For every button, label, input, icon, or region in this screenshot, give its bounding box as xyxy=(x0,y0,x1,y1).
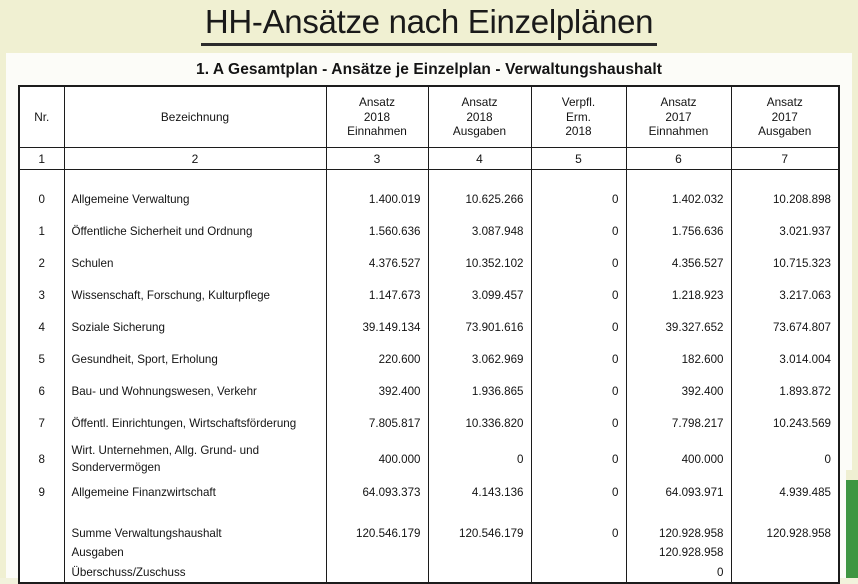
table-row[interactable] xyxy=(19,311,839,343)
cell-verpfl-erm-2018: 0 xyxy=(531,311,626,343)
cell-ansatz-2017-einnahmen: 392.400 xyxy=(626,375,731,407)
cell-verpfl-erm-2018: 0 xyxy=(531,279,626,311)
summary-blank xyxy=(731,543,839,562)
summary-ansatz-2018-ausgaben: 120.546.179 xyxy=(428,523,531,543)
summary-blank xyxy=(428,562,531,583)
cell-ansatz-2018-ausgaben: 73.901.616 xyxy=(428,311,531,343)
cell-nr: 2 xyxy=(19,247,64,279)
cell-ansatz-2018-einnahmen: 400.000 xyxy=(326,439,428,479)
summary-nr xyxy=(19,523,64,543)
cell-bezeichnung: Schulen xyxy=(64,247,326,279)
cell-ansatz-2018-einnahmen: 64.093.373 xyxy=(326,479,428,505)
table-row[interactable] xyxy=(19,343,839,375)
summary-label: Summe Verwaltungshaushalt xyxy=(64,523,326,543)
cell-ansatz-2017-einnahmen: 1.402.032 xyxy=(626,183,731,215)
cell-nr: 5 xyxy=(19,343,64,375)
spacer-cell xyxy=(19,170,64,184)
cell-verpfl-erm-2018: 0 xyxy=(531,479,626,505)
column-header-ansatz-2018-einnahmen xyxy=(326,86,428,148)
column-header-nr xyxy=(19,86,64,148)
cell-ansatz-2018-ausgaben: 4.143.136 xyxy=(428,479,531,505)
accent-bar-spacer xyxy=(846,470,858,480)
cell-ansatz-2018-einnahmen: 39.149.134 xyxy=(326,311,428,343)
cell-ansatz-2018-einnahmen: 1.560.636 xyxy=(326,215,428,247)
cell-ansatz-2018-einnahmen: 220.600 xyxy=(326,343,428,375)
cell-ansatz-2017-ausgaben: 10.243.569 xyxy=(731,407,839,439)
column-number: 7 xyxy=(731,148,839,170)
summary-label: Überschuss/Zuschuss xyxy=(64,562,326,583)
summary-ansatz-2018-einnahmen: 120.546.179 xyxy=(326,523,428,543)
cell-bezeichnung: Wirt. Unternehmen, Allg. Grund- und Sondervermögen xyxy=(64,439,326,479)
spacer-cell xyxy=(626,170,731,184)
table-head xyxy=(19,86,839,170)
spacer-cell xyxy=(326,170,428,184)
cell-nr: 9 xyxy=(19,479,64,505)
header-line: Ausgaben xyxy=(452,124,507,139)
spacer-cell xyxy=(64,170,326,184)
gap-cell xyxy=(64,505,326,523)
summary-verpfl-erm-2018: 0 xyxy=(531,523,626,543)
cell-bezeichnung: Öffentl. Einrichtungen, Wirtschaftsförderung xyxy=(64,407,326,439)
gap-cell xyxy=(428,505,531,523)
cell-ansatz-2017-einnahmen: 7.798.217 xyxy=(626,407,731,439)
gap-cell xyxy=(731,505,839,523)
table-subtitle: 1. A Gesamtplan - Ansätze je Einzelplan - Verwaltungshaushalt xyxy=(195,61,663,78)
cell-ansatz-2017-einnahmen: 1.218.923 xyxy=(626,279,731,311)
summary-ansatz-2017-einnahmen: 120.928.958 xyxy=(626,523,731,543)
summary-blank xyxy=(326,562,428,583)
summary-nr xyxy=(19,562,64,583)
summary-ansatz-2017-einnahmen: 0 xyxy=(626,562,731,583)
cell-nr: 8 xyxy=(19,439,64,479)
spacer-cell xyxy=(731,170,839,184)
table-row[interactable] xyxy=(19,439,839,479)
cell-nr: 1 xyxy=(19,215,64,247)
column-header-verpfl-erm-2018 xyxy=(531,86,626,148)
header-line: Ansatz xyxy=(660,95,697,110)
spacer-row xyxy=(19,170,839,184)
cell-verpfl-erm-2018: 0 xyxy=(531,247,626,279)
summary-blank xyxy=(731,562,839,583)
cell-ansatz-2017-ausgaben: 0 xyxy=(731,439,839,479)
header-line: Verpfl. xyxy=(561,95,596,110)
cell-ansatz-2017-ausgaben: 3.217.063 xyxy=(731,279,839,311)
table-row[interactable] xyxy=(19,407,839,439)
header-line: Ansatz xyxy=(358,95,396,110)
gap-cell xyxy=(531,505,626,523)
table-row[interactable] xyxy=(19,183,839,215)
cell-bezeichnung: Öffentliche Sicherheit und Ordnung xyxy=(64,215,326,247)
summary-ansatz-2017-ausgaben: 120.928.958 xyxy=(731,523,839,543)
table-row[interactable] xyxy=(19,479,839,505)
header-line: 2017 xyxy=(771,109,798,124)
header-line: Ansatz xyxy=(766,95,803,110)
cell-ansatz-2017-einnahmen: 4.356.527 xyxy=(626,247,731,279)
spacer-cell xyxy=(428,170,531,184)
cell-ansatz-2018-einnahmen: 1.147.673 xyxy=(326,279,428,311)
header-line: Einnahmen xyxy=(347,124,407,139)
cell-ansatz-2018-einnahmen: 1.400.019 xyxy=(326,183,428,215)
column-number-row xyxy=(19,148,839,170)
cell-ansatz-2017-einnahmen: 39.327.652 xyxy=(626,311,731,343)
gap-cell xyxy=(326,505,428,523)
header-line: 2018 xyxy=(363,109,391,124)
summary-blank xyxy=(428,543,531,562)
column-number: 5 xyxy=(531,148,626,170)
summary-blank xyxy=(531,543,626,562)
cell-ansatz-2017-ausgaben: 1.893.872 xyxy=(731,375,839,407)
content-card xyxy=(6,53,852,578)
gap-row xyxy=(19,505,839,523)
cell-ansatz-2018-ausgaben: 3.087.948 xyxy=(428,215,531,247)
table-row[interactable] xyxy=(19,247,839,279)
header-line: Bezeichnung xyxy=(160,109,230,124)
table-body xyxy=(19,170,839,584)
summary-nr xyxy=(19,543,64,562)
summary-ansatz-2017-einnahmen: 120.928.958 xyxy=(626,543,731,562)
cell-ansatz-2018-einnahmen: 7.805.817 xyxy=(326,407,428,439)
header-line: Einnahmen xyxy=(648,124,709,139)
cell-verpfl-erm-2018: 0 xyxy=(531,407,626,439)
budget-table xyxy=(18,85,840,584)
cell-nr: 7 xyxy=(19,407,64,439)
cell-verpfl-erm-2018: 0 xyxy=(531,375,626,407)
cell-ansatz-2018-einnahmen: 392.400 xyxy=(326,375,428,407)
cell-ansatz-2017-einnahmen: 1.756.636 xyxy=(626,215,731,247)
cell-ansatz-2018-einnahmen: 4.376.527 xyxy=(326,247,428,279)
cell-bezeichnung: Gesundheit, Sport, Erholung xyxy=(64,343,326,375)
cell-bezeichnung: Allgemeine Finanzwirtschaft xyxy=(64,479,326,505)
summary-row-ausgaben xyxy=(19,543,839,562)
column-header-bezeichnung xyxy=(64,86,326,148)
column-header-ansatz-2017-ausgaben xyxy=(731,86,839,148)
cell-ansatz-2018-ausgaben: 10.625.266 xyxy=(428,183,531,215)
summary-row-total xyxy=(19,523,839,543)
header-line: Ausgaben xyxy=(758,124,812,139)
cell-bezeichnung: Wissenschaft, Forschung, Kulturpflege xyxy=(64,279,326,311)
header-line: Ansatz xyxy=(461,95,498,110)
cell-ansatz-2018-ausgaben: 3.062.969 xyxy=(428,343,531,375)
cell-ansatz-2018-ausgaben: 3.099.457 xyxy=(428,279,531,311)
table-row[interactable] xyxy=(19,375,839,407)
cell-ansatz-2017-ausgaben: 73.674.807 xyxy=(731,311,839,343)
header-line: Erm. xyxy=(566,109,591,124)
table-container xyxy=(18,85,838,584)
header-line: Nr. xyxy=(34,109,50,124)
cell-ansatz-2017-ausgaben: 10.715.323 xyxy=(731,247,839,279)
column-header-ansatz-2018-ausgaben xyxy=(428,86,531,148)
gap-cell xyxy=(626,505,731,523)
cell-ansatz-2018-ausgaben: 1.936.865 xyxy=(428,375,531,407)
cell-nr: 3 xyxy=(19,279,64,311)
cell-verpfl-erm-2018: 0 xyxy=(531,215,626,247)
cell-verpfl-erm-2018: 0 xyxy=(531,343,626,375)
column-number: 4 xyxy=(428,148,531,170)
summary-label: Ausgaben xyxy=(64,543,326,562)
cell-ansatz-2017-einnahmen: 400.000 xyxy=(626,439,731,479)
cell-ansatz-2018-ausgaben: 10.336.820 xyxy=(428,407,531,439)
header-line: 2018 xyxy=(565,124,592,139)
table-row[interactable] xyxy=(19,279,839,311)
column-number: 6 xyxy=(626,148,731,170)
header-line: 2018 xyxy=(466,109,493,124)
column-header-ansatz-2017-einnahmen xyxy=(626,86,731,148)
slide-title-area xyxy=(0,2,858,50)
cell-bezeichnung: Bau- und Wohnungswesen, Verkehr xyxy=(64,375,326,407)
cell-bezeichnung: Allgemeine Verwaltung xyxy=(64,183,326,215)
cell-verpfl-erm-2018: 0 xyxy=(531,183,626,215)
cell-ansatz-2017-ausgaben: 3.014.004 xyxy=(731,343,839,375)
cell-nr: 4 xyxy=(19,311,64,343)
cell-verpfl-erm-2018: 0 xyxy=(531,439,626,479)
cell-ansatz-2017-ausgaben: 10.208.898 xyxy=(731,183,839,215)
cell-nr: 0 xyxy=(19,183,64,215)
cell-ansatz-2017-einnahmen: 182.600 xyxy=(626,343,731,375)
header-line: 2017 xyxy=(665,109,692,124)
cell-ansatz-2018-ausgaben: 10.352.102 xyxy=(428,247,531,279)
cell-ansatz-2018-ausgaben: 0 xyxy=(428,439,531,479)
gap-cell xyxy=(19,505,64,523)
cell-bezeichnung: Soziale Sicherung xyxy=(64,311,326,343)
column-number: 1 xyxy=(19,148,64,170)
header-row xyxy=(19,86,839,148)
summary-row-ueberschuss xyxy=(19,562,839,583)
cell-ansatz-2017-ausgaben: 4.939.485 xyxy=(731,479,839,505)
spacer-cell xyxy=(531,170,626,184)
table-row[interactable] xyxy=(19,215,839,247)
cell-ansatz-2017-ausgaben: 3.021.937 xyxy=(731,215,839,247)
summary-blank xyxy=(531,562,626,583)
page-title: HH-Ansätze nach Einzelplänen xyxy=(201,2,657,46)
summary-blank xyxy=(326,543,428,562)
green-accent-bar xyxy=(846,480,858,578)
column-number: 3 xyxy=(326,148,428,170)
column-number: 2 xyxy=(64,148,326,170)
cell-nr: 6 xyxy=(19,375,64,407)
cell-ansatz-2017-einnahmen: 64.093.971 xyxy=(626,479,731,505)
